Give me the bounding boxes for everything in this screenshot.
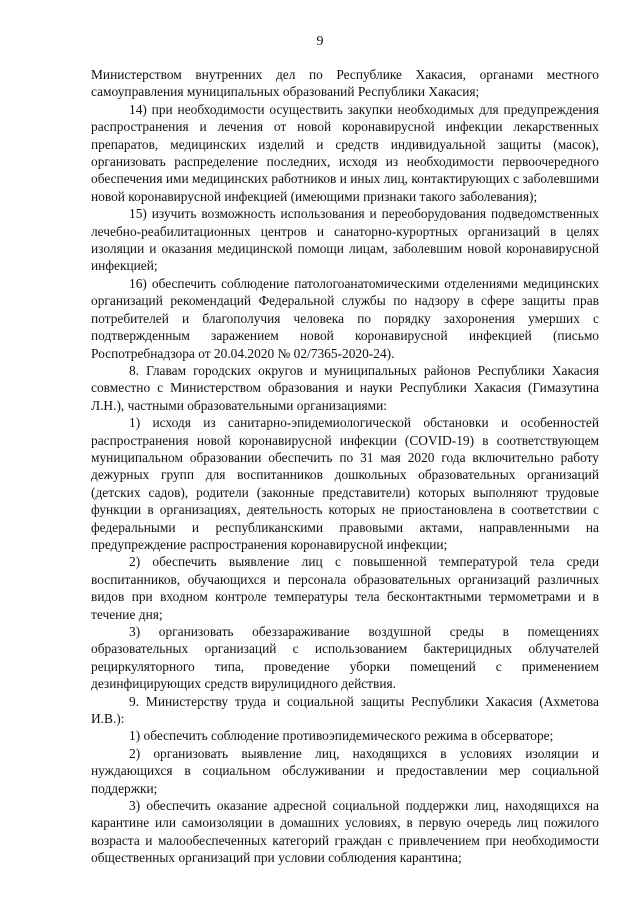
paragraph-section-9-item-2: 2) организовать выявление лиц, находящихся в условиях изоляции и нуждающихся в социальном обслуживании и предоставлении мер социальной поддержки;	[91, 745, 599, 796]
paragraph-section-8-item-2: 2) обеспечить выявление лиц с повышенной температурой тела среди воспитанников, обучающихся и персонала образовательных организаций различных видов при входном контроле температуры тела бесконтактными термометрами и в течение дня;	[91, 554, 599, 622]
paragraph-section-8: 8. Главам городских округов и муниципальных районов Республики Хакасия совместно с Министерством образования и науки Республики Хакасия (Гимазутина Л.Н.), частными образовательными организациями:	[91, 362, 599, 413]
paragraph-section-9-item-3: 3) обеспечить оказание адресной социальной поддержки лиц, находящихся на карантине или самоизоляции в домашних условиях, в первую очередь лиц пожилого возраста и малообеспеченных категорий граждан с привлечением при необходимости общественных организаций при условии соблюдения карантина;	[91, 798, 599, 866]
paragraph-section-9-item-1: 1) обеспечить соблюдение противоэпидемического режима в обсерваторе;	[129, 728, 554, 744]
paragraph-section-8-item-1: 1) исходя из санитарно-эпидемиологической обстановки и особенностей распространения новой коронавирусной инфекции (COVID-19) в соответствующем муниципальном образовании обеспечить по 31 мая 2020 года включительно работу дежурных групп для воспитанников дошкольных образовательных организаций (детских садов), родители (законные представители) которых выполняют трудовые функции в организациях, деятельность которых не приостановлена в соответствии с федеральными и республиканскими правовыми актами, направленными на предупреждение распространения коронавирусной инфекции;	[91, 415, 599, 552]
paragraph-continuation: Министерством внутренних дел по Республике Хакасия, органами местного самоуправления муниципальных образований Республики Хакасия;	[91, 67, 599, 100]
paragraph-section-9: 9. Министерству труда и социальной защиты Республики Хакасия (Ахметова И.В.):	[91, 693, 599, 727]
document-body	[91, 66, 599, 867]
paragraph-item-14: 14) при необходимости осуществить закупки необходимых для предупреждения распространения и лечения от новой коронавирусной инфекции лекарственных препаратов, медицинских изделий и средств индивидуальной защиты (масок), организовать распределение последних, исходя из необходимости первоочередного обеспечения ими медицинских работников и иных лиц, контактирующих с заболевшими новой коронавирусной инфекцией (имеющими признаки такого заболевания);	[91, 101, 599, 204]
page-number: 9	[316, 34, 324, 49]
paragraph-item-15: 15) изучить возможность использования и переоборудования подведомственных лечебно-реабилитационных центров и санаторно-курортных организаций в целях изоляции и оказания медицинской помощи лицам, заболевшим новой коронавирусной инфекцией;	[91, 206, 599, 274]
paragraph-item-16: 16) обеспечить соблюдение патологоанатомическими отделениями медицинских организаций рекомендаций Федеральной службы по надзору в сфере защиты прав потребителей и благополучия человека по порядку захоронения умерших с подтвержденным заражением новой коронавирусной инфекцией (письмо Роспотребнадзора от 20.04.2020 № 02/7365-2020-24).	[91, 275, 599, 361]
paragraph-section-8-item-3: 3) организовать обеззараживание воздушной среды в помещениях образовательных организаций с использованием бактерицидных облучателей рециркуляторного типа, проведение уборки помещений с применением дезинфицирующих средств вирулицидного действия.	[91, 624, 599, 692]
